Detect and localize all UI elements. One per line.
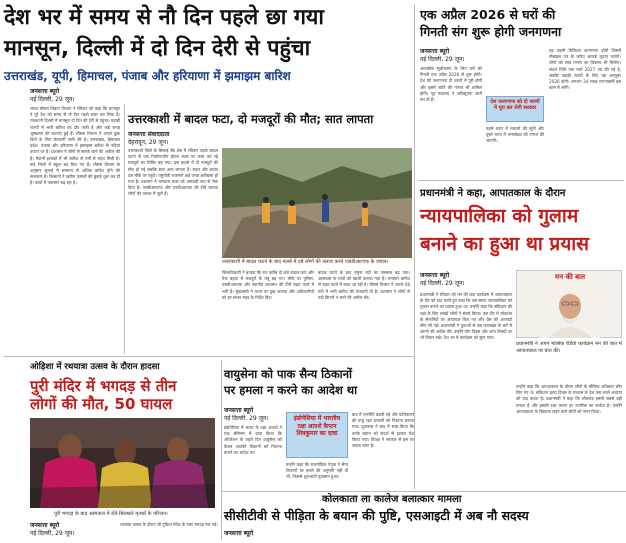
puri-headline-line2: लोगों की मौत, 50 घायल [30, 395, 173, 413]
pm-byline-place: नई दिल्ली, 29 जून। [420, 279, 465, 287]
puri-kicker: ओड़िशा में रथयात्रा उत्सव के दौरान हादसा [30, 362, 160, 372]
kolkata-kicker: कोलकाता ला कालेज बलात्कार मामला [322, 494, 462, 505]
airforce-body-right: बाद में रणनीति बदली गई और पाकिस्तान की वायु रक्षा प्रणाली को निशाना बनाया गया। दूतावास ने बाद में स्पष्ट किया कि उनके बयान को संदर्भ से हटकर पेश किया गया। विपक्ष ने सरकार से इस पर जवाब मांगा है। [352, 412, 414, 449]
mourning-people-photo-icon [30, 418, 215, 508]
airforce-inset [286, 412, 348, 458]
airforce-body-mid: उन्होंने कहा कि राजनीतिक नेतृत्व ने सैन्य ठिकानों पर हमले की अनुमति नहीं दी थी, जिससे शुरुआती नुकसान हुआ। [286, 462, 348, 480]
airforce-byline-place: नई दिल्ली, 29 जून। [224, 414, 269, 422]
puri-byline-place: नई दिल्ली, 29 जून। [30, 529, 75, 537]
pm-kicker: प्रधानमंत्री ने कहा, आपातकाल के दौरान [420, 188, 566, 199]
cloudburst-headline: उत्तरकाशी में बादल फटा, दो मजदूरों की मौत; सात लापता [128, 112, 374, 126]
puri-photo-caption: पुरी भगदड़ के बाद अस्पताल में रोते-बिलखते मृतकों के परिजन। [54, 511, 168, 517]
monsoon-subhead: उत्तराखंड, यूपी, हिमाचल, पंजाब और हरियाणा में झमाझम बारिश [4, 69, 291, 83]
puri-photo [30, 418, 215, 508]
census-byline-org: जनसत्ता ब्यूरो [420, 48, 450, 55]
pm-headline-line1: न्यायपालिका को गुलाम [420, 205, 579, 227]
airforce-headline-line1: वायुसेना को पाक सैन्य ठिकानों [224, 367, 353, 381]
cloudburst-photo-caption: उत्तरकाशी में बादल फटने के बाद मलबे में दबे लोगों की तलाश करते एसडीआरएफ के जवान। [222, 259, 389, 265]
pm-byline [420, 272, 500, 288]
airforce-body-left: इंडोनेशिया में भारत के रक्षा अताशे ने एक सेमिनार में दावा किया कि ऑपरेशन के पहले दिन वायुसेना को केवल आतंकी ठिकानों को निशाना बनाने का आदेश था। [224, 425, 282, 455]
census-body-right: यह पहली डिजिटल जनगणना होगी जिसमें मोबाइल एप के जरिए आंकड़े जुटाए जाएंगे। लोगों को स्वयं गणना का विकल्प भी मिलेगा। संदर्भ तिथि एक मार्च 2027 तय की गई है, जबकि पहाड़ी राज्यों के लिए यह अक्तूबर 2026 होगी। लगभग 34 लाख गणनाकर्मी इस काम में लगेंगे। [549, 48, 621, 91]
monsoon-headline-line2: मानसून, दिल्ली में दो दिन देरी से पहुंचा [4, 36, 311, 61]
puri-body-a: रथयात्रा उत्सव के दौरान श्री गुंडिचा मंदिर के पास भगदड़ मच गई। [120, 522, 218, 527]
pm-headline-line2: बनाने का हुआ था प्रयास [420, 233, 589, 255]
census-inset-text: देश जनगणना को दो चरणों में पूरा कर लेगी सरकार [490, 99, 540, 112]
kolkata-byline [224, 530, 304, 538]
pm-portrait-icon [540, 282, 600, 338]
cloudburst-byline [128, 131, 218, 147]
airforce-byline [224, 407, 294, 423]
puri-byline-org: जनसत्ता ब्यूरो [30, 522, 60, 529]
airforce-inset-text: इंडोनेशिया में भारतीय रक्षा अताशे कैप्टन शिवकुमार का दावा [293, 415, 341, 437]
census-byline [420, 48, 480, 64]
airforce-byline-org: जनसत्ता ब्यूरो [224, 407, 254, 414]
cloudburst-byline-org: जनसत्ता संवाददाता [128, 131, 170, 138]
census-byline-place: नई दिल्ली, 29 जून। [420, 55, 465, 63]
monsoon-byline-org: जनसत्ता ब्यूरो [30, 88, 60, 95]
cloudburst-photo [222, 148, 412, 258]
cloudburst-body-right: बादल फटने के बाद यमुना नदी का जलस्तर बढ़ गया। आसपास के गांवों को खाली कराया गया है। लगातार बारिश से राहत कार्य में बाधा आ रही है। मौसम विभाग ने अगले 48 घंटों में भारी बारिश की चेतावनी दी है। प्रशासन ने लोगों से नदी किनारे न जाने की अपील की। [318, 270, 410, 300]
cloudburst-byline-place: देहरादून, 29 जून। [128, 138, 169, 146]
mann-ki-baat-box [516, 270, 622, 338]
pm-body-left: प्रधानमंत्री ने रविवार को मन की बात कार्यक्रम में आपातकाल के दौर को याद करते हुए कहा कि उस समय न्यायपालिका को गुलाम बनाने का प्रयास हुआ था। उन्होंने कहा कि संविधान की रक्षा के लिए लाखों लोगों ने संघर्ष किया। उस दौर में लोकतंत्र के सेनानियों पर अत्याचार किए गए और प्रेस की आजादी छीन ली गई। प्रधानमंत्री ने युवाओं से उस कालखंड के बारे में जानने की अपील की। उन्होंने योग दिवस और अन्य विषयों पर भी विचार रखे। देश भर में कार्यक्रम को सुना गया। [420, 292, 512, 341]
monsoon-byline [30, 88, 110, 104]
monsoon-byline-place: नई दिल्ली, 29 जून। [30, 95, 75, 103]
landslide-photo-icon [222, 148, 412, 258]
pm-box-text: प्रधानमंत्री ने अपने मासिक रेडियो कार्यक्रम मन की बात में आपातकाल पर बात की। [516, 341, 622, 354]
puri-byline [30, 522, 110, 538]
airforce-headline-line2: पर हमला न करने का आदेश था [224, 383, 358, 397]
pm-body-right: उन्होंने कहा कि आपातकाल के दौरान लोगों के मौलिक अधिकार छीन लिए गए थे। संविधान हत्या दिवस के माध्यम से देश उस काले अध्याय को याद करता है। प्रधानमंत्री ने कहा कि लोकतंत्र हमारी सबसे बड़ी ताकत है और इसकी रक्षा करना हर नागरिक का कर्तव्य है। उन्होंने आपातकाल के खिलाफ लड़ने वाले लोगों को नमन किया। [516, 384, 622, 414]
census-inset [486, 96, 544, 122]
mann-ki-baat-title: मन की बात [555, 273, 585, 281]
monsoon-headline-line1: देश भर में समय से नौ दिन पहले छा गया [4, 5, 324, 30]
pm-byline-org: जनसत्ता ब्यूरो [420, 272, 450, 279]
cloudburst-body-left: उत्तरकाशी जिले के सिलाई बैंड क्षेत्र में रविवार तड़के बादल फटने से एक निर्माणाधीन होटल स्थल पर काम कर रहे मजदूरों का शिविर बह गया। इस हादसे में दो मजदूरों की मौत हो गई जबकि सात अन्य लापता हैं। राहत और बचाव दल मौके पर पहुंचे। यमुनोत्री राजमार्ग कई जगह क्षतिग्रस्त हो गया है। प्रशासन ने चारधाम यात्रा को अस्थायी रूप से रोक दिया है। एसडीआरएफ और एनडीआरएफ की टीमें लापता लोगों की तलाश में जुटी हैं। [128, 148, 218, 197]
cloudburst-body-mid: जिलाधिकारी ने बताया कि रात करीब दो बजे बादल फटा और तेज बहाव में मजदूरों के तंबू बह गए। मौके पर पुलिस, एसडीआरएफ और स्थानीय प्रशासन की टीमें राहत कार्य में लगी हैं। मुख्यमंत्री ने घटना पर दुख जताया और अधिकारियों को हर संभव मदद के निर्देश दिए। [222, 270, 314, 300]
census-headline-line1: एक अप्रैल 2026 से घरों की [420, 7, 556, 22]
monsoon-body-text: भारत मौसम विज्ञान विभाग ने रविवार को कहा कि मानसून ने पूरे देश को समय से नौ दिन पहले कवर कर लिया है। राजधानी दिल्ली में मानसून दो दिन की देरी से पहुंचा। पहाड़ी राज्यों में भारी बारिश का दौर जारी है और कई जगह भूस्खलन की घटनाएं हुई हैं। मौसम विभाग ने अगले कुछ दिनों के लिए चेतावनी जारी की है। उत्तराखंड, हिमाचल प्रदेश, पंजाब और हरियाणा में झमाझम बारिश से नदियां उफान पर हैं। प्रशासन ने लोगों से सतर्क रहने की अपील की है। मैदानी इलाकों में भी बारिश से गर्मी से राहत मिली है। कई जिलों में स्कूल बंद किए गए हैं। मौसम विभाग के अनुसार जुलाई में सामान्य से अधिक बारिश होने की संभावना है। किसानों ने खरीफ फसलों की बुवाई शुरू कर दी है। बांधों में जलस्तर बढ़ रहा है। [30, 106, 120, 186]
kolkata-byline-org: जनसत्ता ब्यूरो [224, 530, 254, 537]
puri-headline-line1: पुरी मंदिर में भगदड़ से तीन [30, 377, 177, 395]
census-body-mid: पहले चरण में मकानों की सूची और दूसरे चरण में जनसंख्या की गणना की जाएगी। [486, 126, 544, 144]
census-headline-line2: गिनती संग शुरू होगी जनगणना [420, 24, 562, 39]
census-body-left: आवासीय सूचीकरण के लिए घरों की गिनती एक अप्रैल 2026 से शुरू होगी। देश की जनगणना दो चरणों में पूरी होगी और इसमें जाति की गणना भी शामिल होगी। गृह मंत्रालय ने अधिसूचना जारी कर दी है। [420, 66, 482, 103]
kolkata-headline: सीसीटीवी से पीड़िता के बयान की पुष्टि, एसआइटी में अब नौ सदस्य [224, 508, 529, 523]
